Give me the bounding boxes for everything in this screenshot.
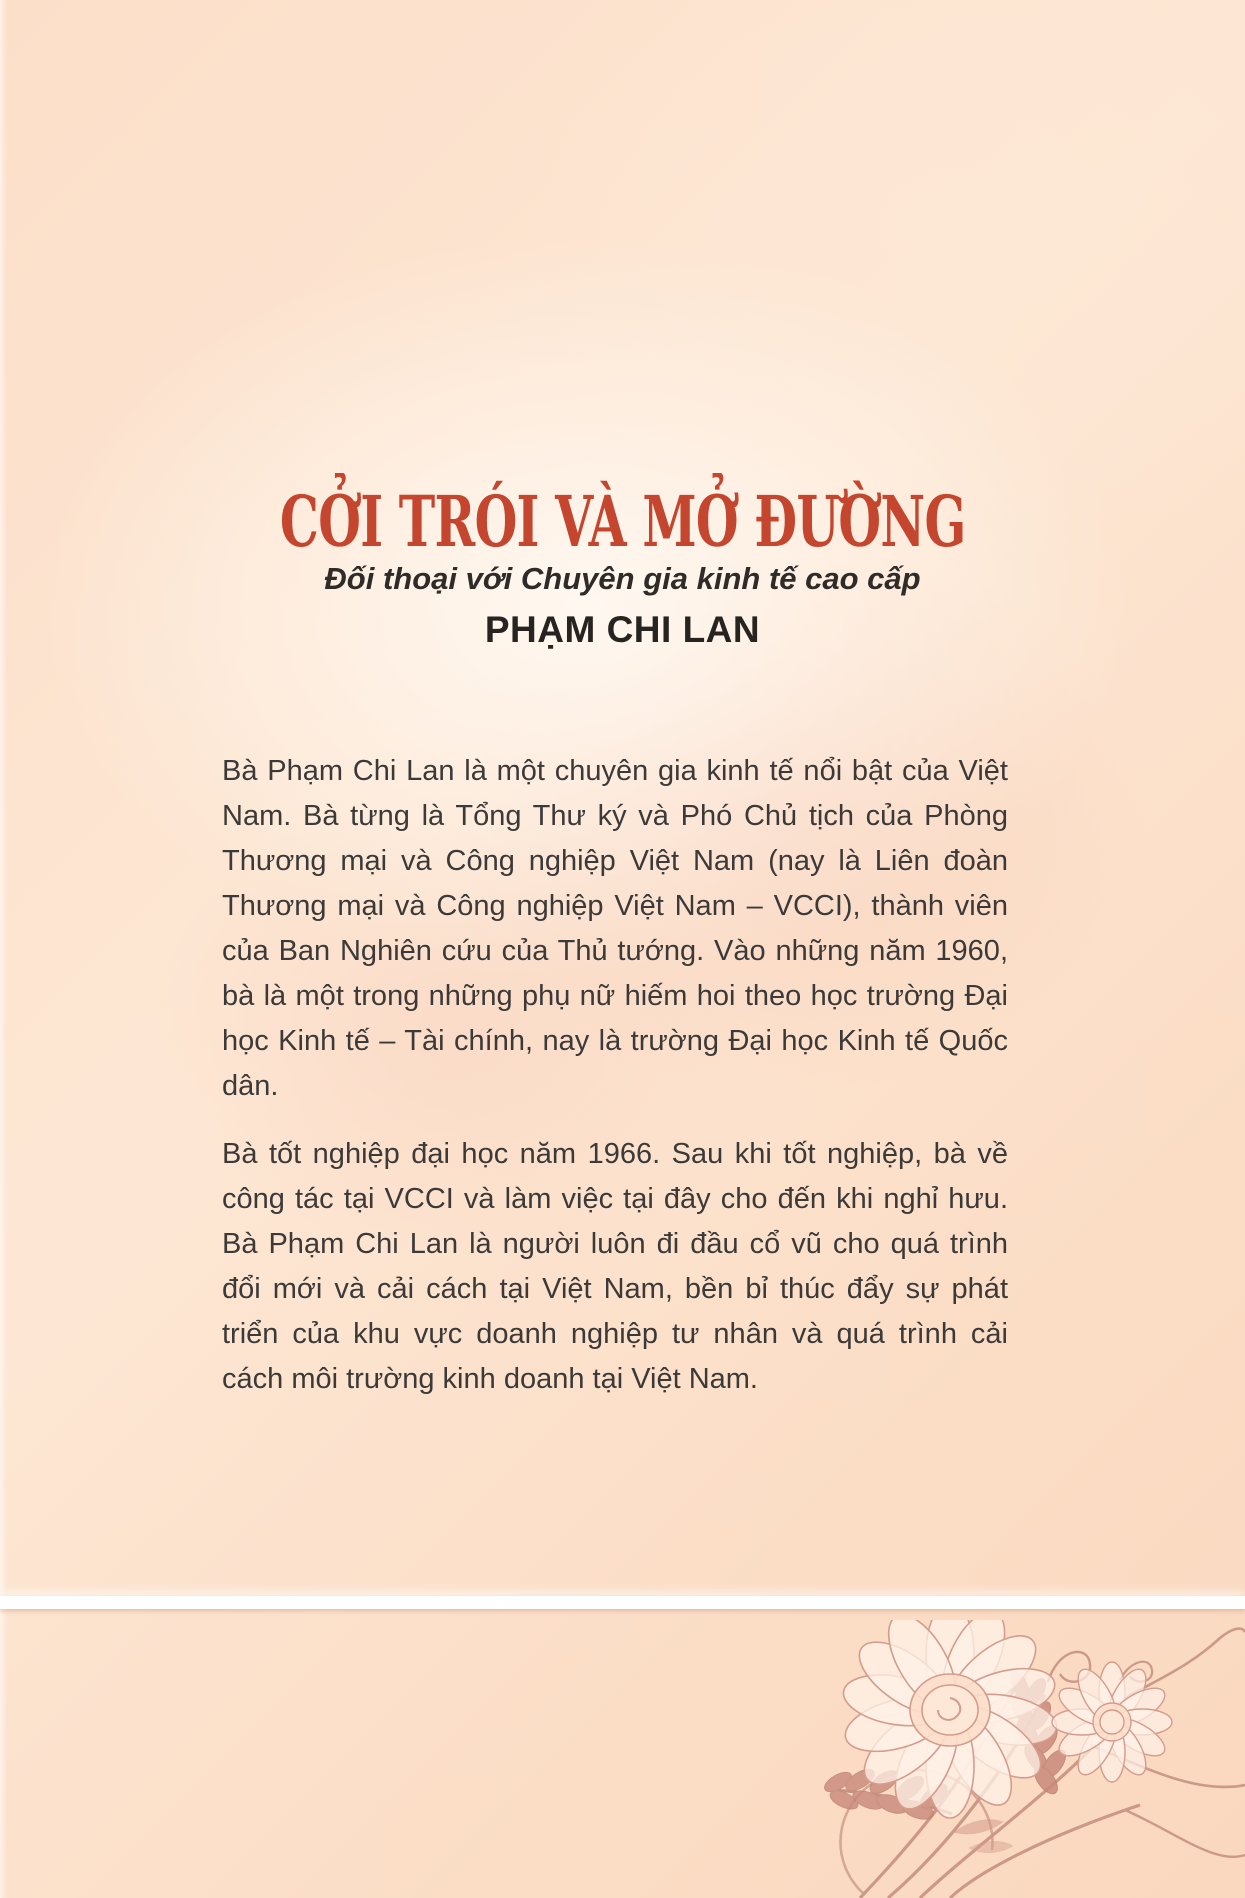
wheat-sprig-right-icon (1007, 1669, 1070, 1797)
biography-text (222, 749, 1008, 1402)
daisy-small-icon (1052, 1662, 1172, 1782)
biography-paragraph-2: Bà tốt nghiệp đại học năm 1966. Sau khi tốt nghiệp, bà về công tác tại VCCI và làm việc tại đây cho đến khi nghỉ hưu. Bà Phạm Chi Lan là người luôn đi đầu cổ vũ cho quá trình đổi mới và cải cách tại Việt Nam, bền bỉ thúc đẩy sự phát triển của khu vực doanh nghiệp tư nhân và quá trình cải cách môi trường kinh doanh tại Việt Nam. (222, 1138, 1008, 1395)
daisy-large-icon (839, 1620, 1060, 1818)
swirl-stems-icon (840, 1629, 1245, 1898)
chapter-title (0, 479, 1245, 563)
biography-paragraph-1: Bà Phạm Chi Lan là một chuyên gia kinh tế nổi bật của Việt Nam. Bà từng là Tổng Thư ký và Phó Chủ tịch của Phòng Thương mại và Công nghiệp Việt Nam (nay là Liên đoàn Thương mại và Công nghiệp Việt Nam – VCCI), thành viên của Ban Nghiên cứu của Thủ tướng. Vào những năm 1960, bà là một trong những phụ nữ hiếm hoi theo học trường Đại học Kinh tế – Tài chính, nay là trường Đại học Kinh tế Quốc dân. (222, 755, 1008, 1102)
chapter-title-text: CỞI TRÓI VÀ MỞ ĐƯỜNG (279, 479, 966, 563)
divider-line (0, 1596, 1245, 1609)
chapter-subtitle: Đối thoại với Chuyên gia kinh tế cao cấp (324, 561, 921, 596)
wheat-sprig-left-icon (822, 1765, 952, 1822)
floral-decoration-icon (620, 1620, 1245, 1898)
author-name: PHẠM CHI LAN (484, 609, 761, 650)
page-edge-highlight (0, 0, 7, 1898)
